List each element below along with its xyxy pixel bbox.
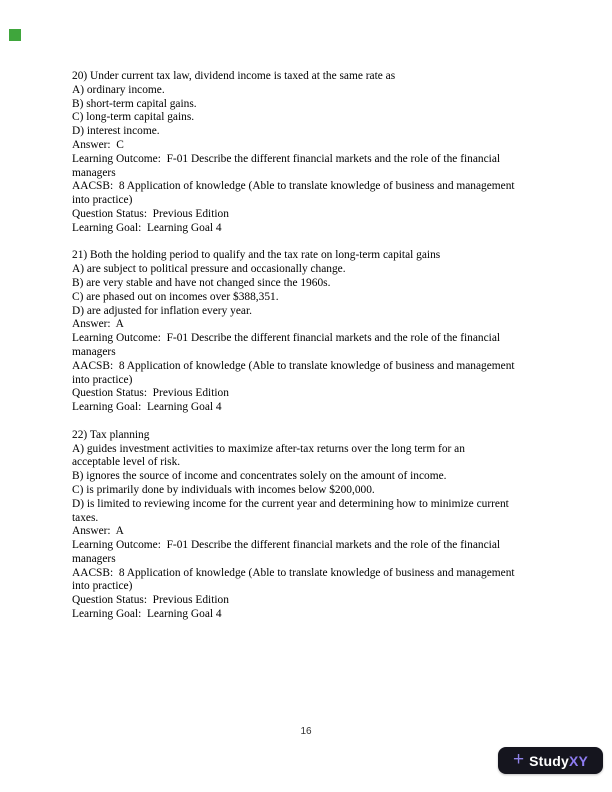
question-line: Learning Outcome: F-01 Describe the different financial markets and the role of the financial: [72, 152, 501, 165]
question-line: Answer: A: [72, 525, 124, 538]
green-marker: [9, 29, 21, 41]
question-line: taxes.: [72, 511, 99, 524]
question-line: A) are subject to political pressure and occasionally change.: [72, 263, 346, 276]
question-line: Answer: C: [72, 138, 124, 151]
question-line: Answer: A: [72, 318, 124, 331]
question-line: acceptable level of risk.: [72, 456, 181, 469]
studyxy-logo[interactable]: [498, 747, 603, 774]
question-line: managers: [72, 552, 116, 565]
question-line: into practice): [72, 580, 133, 593]
question-line: 22) Tax planning: [72, 428, 150, 441]
question-line: Learning Outcome: F-01 Describe the different financial markets and the role of the financial: [72, 539, 501, 552]
question-line: into practice): [72, 373, 133, 386]
question-line: managers: [72, 345, 116, 358]
question-block: [72, 70, 550, 236]
question-line: Learning Goal: Learning Goal 4: [72, 608, 222, 621]
question-line: A) guides investment activities to maximize after-tax returns over the long term for an: [72, 442, 465, 455]
question-line: AACSB: 8 Application of knowledge (Able to translate knowledge of business and management: [72, 359, 515, 372]
logo-text-xy: XY: [568, 752, 589, 769]
question-line: C) is primarily done by individuals with incomes below $200,000.: [72, 483, 375, 496]
question-list: [72, 70, 550, 636]
question-line: Question Status: Previous Edition: [72, 594, 229, 607]
question-line: D) is limited to reviewing income for the current year and determining how to minimize current: [72, 497, 509, 510]
question-line: Question Status: Previous Edition: [72, 207, 229, 220]
question-line: D) are adjusted for inflation every year.: [72, 304, 252, 317]
question-line: B) short-term capital gains.: [72, 97, 197, 110]
question-line: AACSB: 8 Application of knowledge (Able to translate knowledge of business and management: [72, 566, 515, 579]
question-line: D) interest income.: [72, 125, 160, 138]
plus-icon: +: [512, 749, 525, 770]
question-line: B) are very stable and have not changed since the 1960s.: [72, 276, 331, 289]
question-line: 20) Under current tax law, dividend income is taxed at the same rate as: [72, 70, 396, 82]
question-line: Learning Goal: Learning Goal 4: [72, 401, 222, 414]
question-line: B) ignores the source of income and concentrates solely on the amount of income.: [72, 470, 447, 483]
question-line: 21) Both the holding period to qualify and the tax rate on long-term capital gains: [72, 249, 441, 262]
logo-wordmark: [529, 754, 588, 768]
question-line: Learning Goal: Learning Goal 4: [72, 221, 222, 234]
question-line: C) are phased out on incomes over $388,351.: [72, 290, 279, 303]
question-line: A) ordinary income.: [72, 83, 165, 96]
logo-text-study: Study: [529, 752, 569, 769]
question-line: Learning Outcome: F-01 Describe the different financial markets and the role of the financial: [72, 332, 501, 345]
question-block: [72, 249, 550, 415]
question-line: C) long-term capital gains.: [72, 111, 195, 124]
question-line: Question Status: Previous Edition: [72, 387, 229, 400]
question-block: [72, 429, 550, 622]
page-number: 16: [300, 726, 312, 737]
question-line: managers: [72, 166, 116, 179]
question-line: into practice): [72, 194, 133, 207]
question-line: AACSB: 8 Application of knowledge (Able to translate knowledge of business and management: [72, 180, 515, 193]
